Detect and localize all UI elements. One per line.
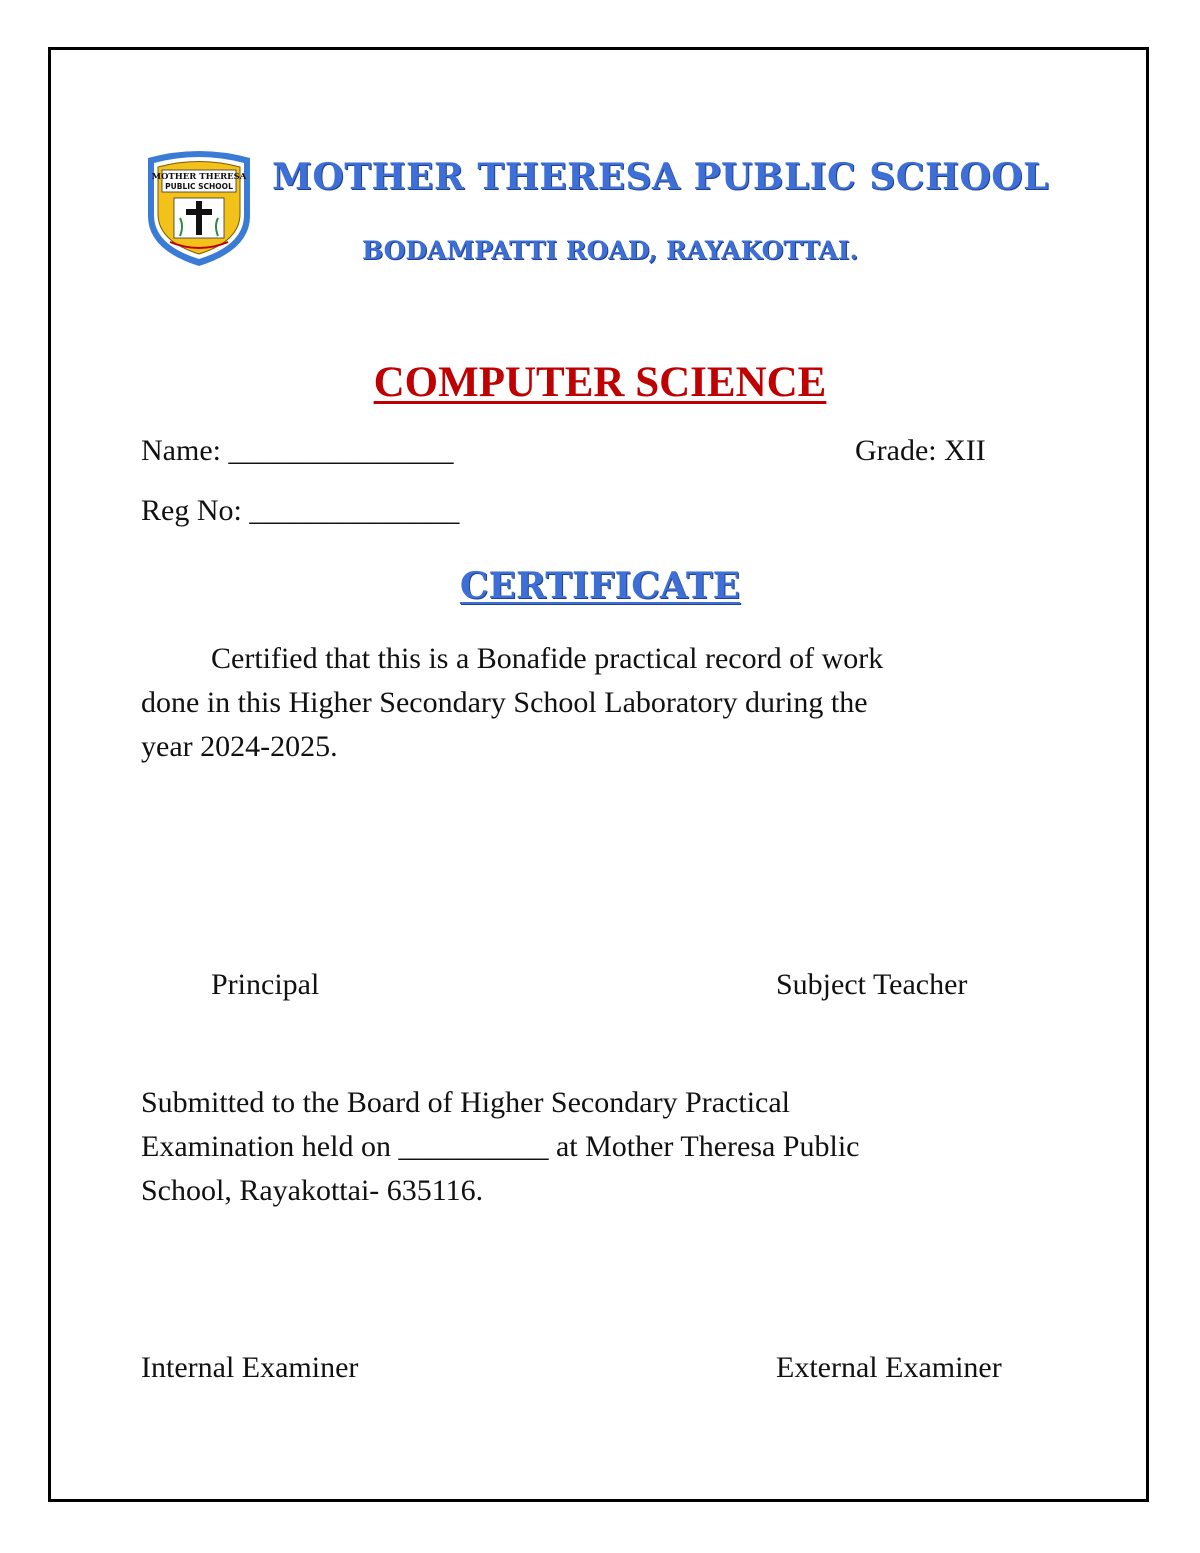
- submission-line3: School, Rayakottai- 635116.: [141, 1174, 484, 1207]
- certificate-heading: CERTIFICATE: [459, 565, 741, 607]
- internal-examiner-label: Internal Examiner: [141, 1351, 359, 1384]
- subject-teacher-signature-label: Subject Teacher: [776, 968, 968, 1001]
- school-name: MOTHER THERESA PUBLIC SCHOOL: [272, 156, 1049, 198]
- crest-text-line1: MOTHER THERESA: [151, 172, 247, 182]
- certificate-body-line1: Certified that this is a Bonafide practical record of work: [211, 642, 884, 675]
- grade-label: Grade: XII: [855, 434, 986, 467]
- principal-signature-label: Principal: [211, 968, 320, 1001]
- external-examiner-label: External Examiner: [776, 1351, 1002, 1384]
- reg-no-field: Reg No: ______________: [141, 494, 460, 527]
- crest-text-line2: PUBLIC SCHOOL: [165, 182, 233, 191]
- school-address: BODAMPATTI ROAD, RAYAKOTTAI.: [362, 236, 859, 265]
- subject-title: COMPUTER SCIENCE: [373, 359, 827, 406]
- certificate-body-line2: done in this Higher Secondary School Laboratory during the: [141, 686, 868, 719]
- certificate-body-line3: year 2024-2025.: [141, 730, 338, 763]
- school-crest-logo: [140, 146, 258, 268]
- submission-line2: Examination held on __________ at Mother Theresa Public: [141, 1130, 860, 1163]
- submission-line1: Submitted to the Board of Higher Secondary Practical: [141, 1086, 790, 1119]
- student-name-field: Name: _______________: [141, 434, 454, 467]
